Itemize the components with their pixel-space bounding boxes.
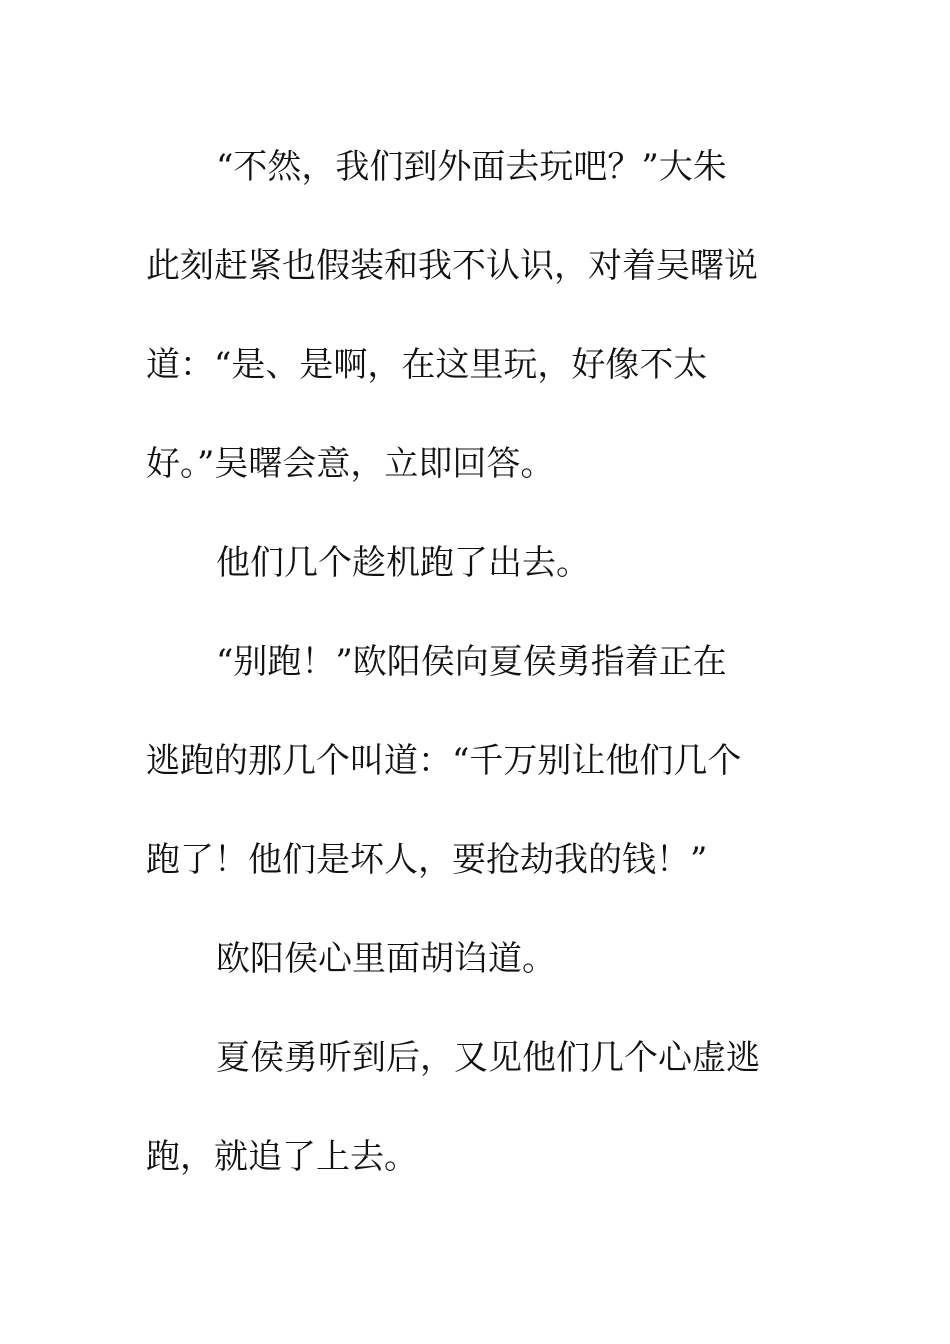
body-text (146, 118, 786, 1207)
text-line: 逃跑的那几个叫道：“千万别让他们几个 (146, 741, 742, 781)
text-line: 好。”吴曙会意，立即回答。 (146, 444, 555, 484)
text-line: “别跑！”欧阳侯向夏侯勇指着正在 (216, 642, 727, 682)
text-line: 欧阳侯心里面胡诌道。 (216, 939, 556, 979)
paragraph-3 (146, 613, 786, 910)
text-line: 他们几个趁机跑了出去。 (216, 543, 590, 583)
text-line: 道：“是、是啊，在这里玩，好像不太 (146, 345, 708, 385)
paragraph-5 (146, 1009, 786, 1207)
text-line: 跑了！他们是坏人，要抢劫我的钱！” (146, 840, 708, 880)
text-line: 跑，就追了上去。 (146, 1137, 418, 1177)
paragraph-4 (146, 910, 786, 1009)
paragraph-2 (146, 514, 786, 613)
text-line: 此刻赶紧也假装和我不认识，对着吴曙说 (146, 246, 758, 286)
text-line: 夏侯勇听到后，又见他们几个心虚逃 (216, 1038, 760, 1078)
text-line: “不然，我们到外面去玩吧？”大朱 (216, 147, 727, 187)
paragraph-1 (146, 118, 786, 514)
